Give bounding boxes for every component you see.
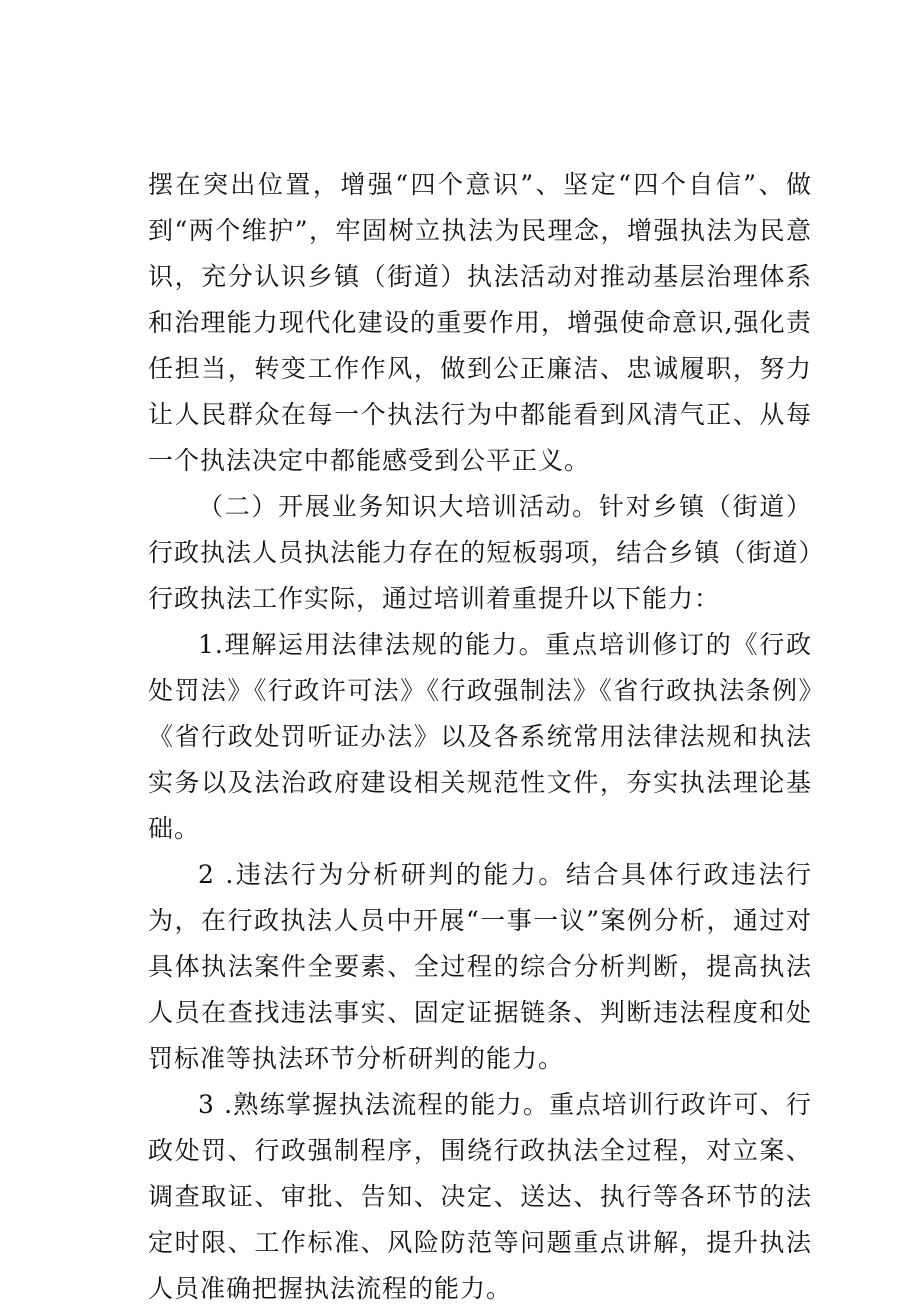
paragraph-2: （二）开展业务知识大培训活动。针对乡镇（街道）行政执法人员执法能力存在的短板弱项，结合乡镇（街道）行政执法工作实际，通过培训着重提升以下能力： xyxy=(148,492,812,613)
paragraph-1: 摆在突出位置，增强“四个意识”、坚定“四个自信”、做到“两个维护”，牢固树立执法为民理念，增强执法为民意识，充分认识乡镇（街道）执法活动对推动基层治理体系和治理能力现代化建设的重要作用，增强使命意识,强化责任担当，转变工作作风，做到公正廉洁、忠诚履职，努力让人民群众在每一个执法行为中都能看到风清气正、从每一个执法决定中都能感受到公平正义。 xyxy=(148,170,812,475)
paragraph-3: 1.理解运用法律法规的能力。重点培训修订的《行政处罚法》《行政许可法》《行政强制法》《省行政执法条例》《省行政处罚听证办法》以及各系统常用法律法规和执法实务以及法治政府建设相关规范性文件，夯实执法理论基础。 xyxy=(148,630,812,843)
document-body xyxy=(148,162,812,1312)
paragraph-5: 3 .熟练掌握执法流程的能力。重点培训行政许可、行政处罚、行政强制程序，围绕行政执法全过程，对立案、调查取证、审批、告知、决定、送达、执行等各环节的法定时限、工作标准、风险防范等问题重点讲解，提升执法人员准确把握执法流程的能力。 xyxy=(148,1090,812,1303)
paragraph-4: 2 .违法行为分析研判的能力。结合具体行政违法行为，在行政执法人员中开展“一事一议”案例分析，通过对具体执法案件全要素、全过程的综合分析判断，提高执法人员在查找违法事实、固定证据链条、判断违法程度和处罚标准等执法环节分析研判的能力。 xyxy=(148,860,812,1073)
